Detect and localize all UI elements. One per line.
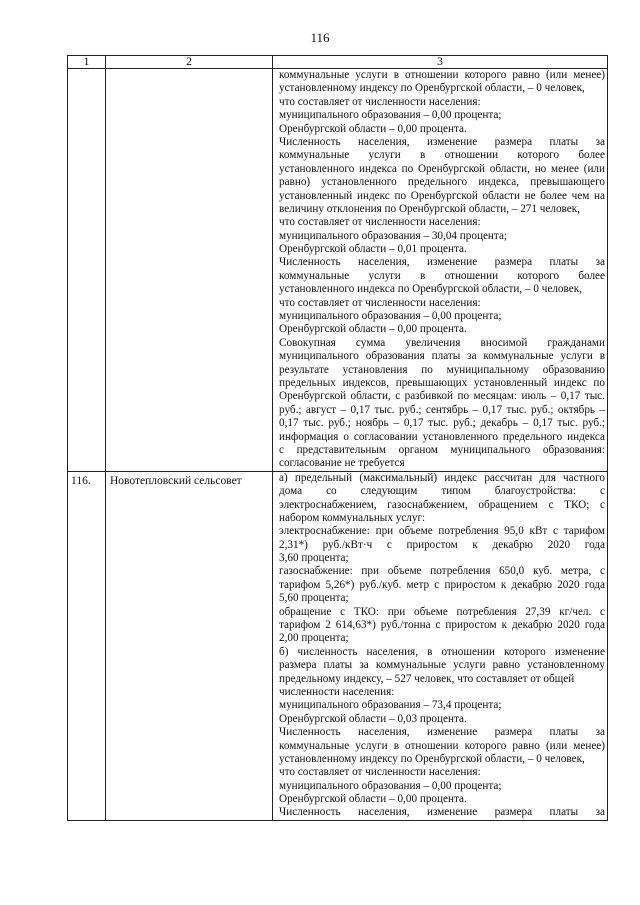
text-line: муниципального образования – 0,00 процента; xyxy=(279,310,502,323)
municipality-name: Новотепловский сельсовет xyxy=(106,471,273,820)
text-line: муниципального образования – 0,00 процента; xyxy=(279,779,502,792)
text-line: предельных индексов, превышающих установленный индекс по xyxy=(279,376,605,389)
text-line: 2,31*) руб./кВт·ч с приростом к декабрю 2020 года xyxy=(279,538,605,551)
text-line: муниципального образования – 30,04 процента; xyxy=(279,229,508,242)
text-line: дома со следующим типом благоустройства: с xyxy=(279,485,605,498)
text-line: муниципального образования платы за коммунальные услуги в xyxy=(279,350,605,363)
text-line: муниципального образования – 73,4 процента; xyxy=(279,699,502,712)
text-line: муниципального образования – 0,00 процента; xyxy=(279,109,502,122)
text-line: Численность населения, изменение размера платы за xyxy=(279,806,605,819)
text-line: Численность населения, изменение размера платы за xyxy=(279,256,605,269)
text-line: установленного индекса по Оренбургской области, – 0 человек, xyxy=(279,283,582,296)
header-cell-3: 3 xyxy=(273,56,608,69)
text-line: численности населения: xyxy=(279,685,395,698)
text-line: Оренбургской области – 0,00 процента. xyxy=(279,323,467,336)
text-line: набором коммунальных услуг: xyxy=(279,511,426,524)
text-line: коммунальные услуги в отношении которого более xyxy=(279,149,605,162)
text-line: электроснабжением, газоснабжением, обращением с ТКО; с xyxy=(279,498,605,511)
text-line: Совокупная сумма увеличения вносимой гражданами xyxy=(279,336,605,349)
table-header-row xyxy=(68,56,608,69)
text-line: Оренбургской области – 0,03 процента. xyxy=(279,712,467,725)
row-details xyxy=(273,471,608,820)
text-line: что составляет от численности населения: xyxy=(279,216,481,229)
text-line: предельному индексу, – 527 человек, что составляет от общей xyxy=(279,672,575,685)
header-cell-2: 2 xyxy=(106,56,273,69)
text-line: установленный индекс по Оренбургской области не более чем на xyxy=(279,189,605,202)
text-line: что составляет от численности населения: xyxy=(279,296,481,309)
text-line: коммунальные услуги в отношении которого равно (или менее) xyxy=(279,69,605,81)
text-line: что составляет от численности населения: xyxy=(279,95,481,108)
text-line: Численность населения, изменение размера платы за xyxy=(279,726,605,739)
table-row xyxy=(68,471,608,820)
text-line: коммунальные услуги в отношении которого более xyxy=(279,269,605,282)
text-line: коммунальные услуги в отношении которого равно (или менее) xyxy=(279,739,605,752)
text-line: Численность населения, изменение размера платы за xyxy=(279,135,605,148)
text-line: с представительным органом муниципального образования: xyxy=(279,443,605,456)
text-line: а) предельный (максимальный) индекс рассчитан для частного xyxy=(279,471,605,484)
table-row xyxy=(68,69,608,472)
text-line: Оренбургской области – 0,00 процента. xyxy=(279,793,467,806)
text-line: размера платы за коммунальные услуги равно установленному xyxy=(279,659,605,672)
text-line: установленному индексу по Оренбургской области, – 0 человек, xyxy=(279,752,585,765)
municipality-name xyxy=(106,69,273,472)
header-cell-1: 1 xyxy=(68,56,106,69)
text-line: тарифом 5,26*) руб./куб. метр с приростом к декабрю 2020 года xyxy=(279,578,605,591)
row-number: 116. xyxy=(68,471,106,820)
row-details xyxy=(273,69,608,472)
text-line: тарифом 2 614,63*) руб./тонна с приростом к декабрю 2020 года xyxy=(279,619,605,632)
text-line: согласование не требуется xyxy=(279,457,405,470)
text-line: б) численность населения, в отношении которого изменение xyxy=(279,645,605,658)
text-line: информация о согласовании установленного предельного индекса xyxy=(279,430,605,443)
text-line: Оренбургской области – 0,01 процента. xyxy=(279,243,467,256)
text-line: Оренбургской области, с разбивкой по месяцам: июль – 0,17 тыс. xyxy=(279,390,605,403)
text-line: газоснабжение: при объеме потребления 650,0 куб. метра, с xyxy=(279,565,605,578)
text-line: 0,17 тыс. руб.; ноябрь – 0,17 тыс. руб.; декабрь – 0,17 тыс. руб.; xyxy=(279,417,605,430)
text-line: равно) установленного предельного индекса, превышающего xyxy=(279,176,605,189)
row-number xyxy=(68,69,106,472)
text-line: 5,60 процента; xyxy=(279,592,349,605)
text-line: электроснабжение: при объеме потребления 95,0 кВт с тарифом xyxy=(279,525,605,538)
text-line: руб.; август – 0,17 тыс. руб.; сентябрь – 0,17 тыс. руб.; октябрь – xyxy=(279,403,605,416)
text-line: величину отклонения по Оренбургской области, – 271 человек, xyxy=(279,202,580,215)
text-line: установленному индексу по Оренбургской области, – 0 человек, xyxy=(279,82,585,95)
text-line: Оренбургской области – 0,00 процента. xyxy=(279,122,467,135)
text-line: результате установления по муниципальному образованию xyxy=(279,363,605,376)
text-line: установленного индекса по Оренбургской области, но менее (или xyxy=(279,162,605,175)
document-table xyxy=(67,55,608,821)
text-line: 3,60 процента; xyxy=(279,552,349,565)
page-number: 116 xyxy=(310,30,330,45)
text-line: что составляет от численности населения: xyxy=(279,766,481,779)
text-line: 2,00 процента; xyxy=(279,632,349,645)
text-line: обращение с ТКО: при объеме потребления 27,39 кг/чел. с xyxy=(279,605,605,618)
